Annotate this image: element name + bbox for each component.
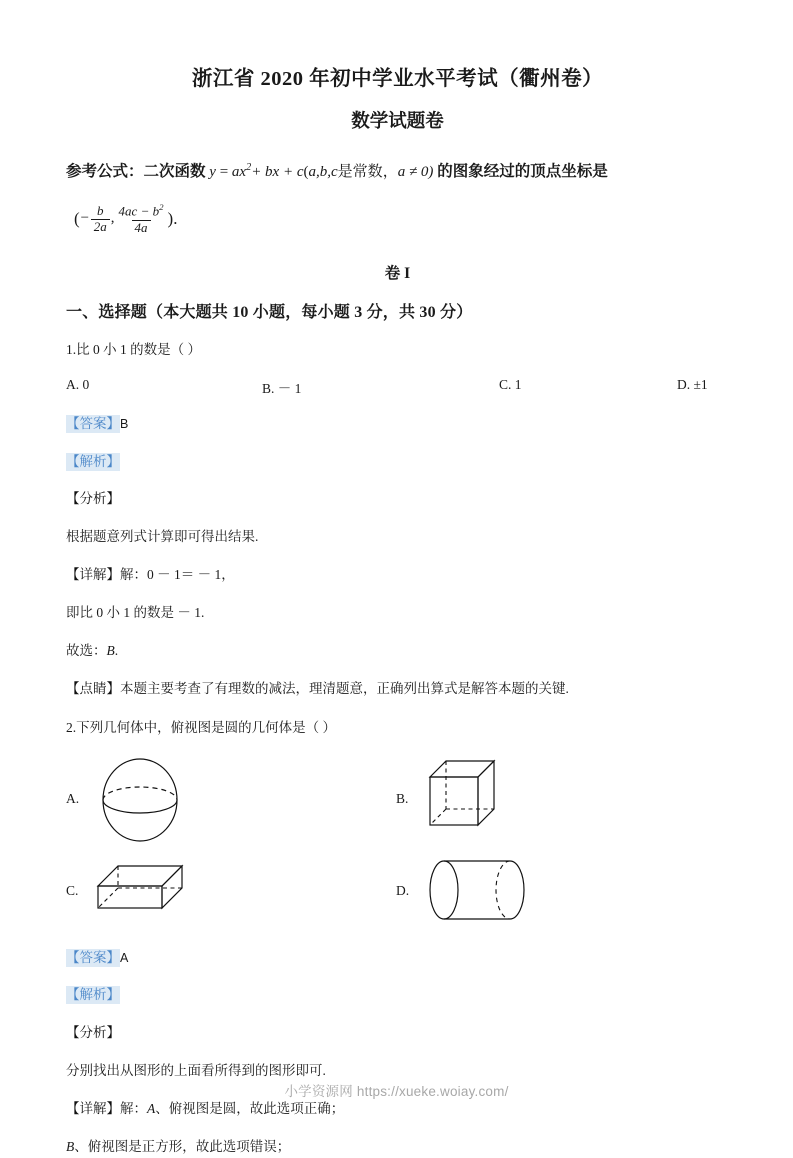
vertex-close-paren: ) <box>167 208 174 228</box>
question-1-detail-line-1 <box>66 565 729 586</box>
eq-rhs-b: + bx + c <box>251 163 304 180</box>
sphere-icon <box>92 751 188 847</box>
page-title: 浙江省 2020 年初中学业水平考试（衢州卷） <box>191 68 604 90</box>
question-1-stem: 1.比 0 小 1 的数是（ ） <box>66 342 201 357</box>
vertex-minus: − <box>79 210 90 227</box>
answer-tag: 【答案】 <box>66 415 120 431</box>
cube-icon <box>422 751 502 847</box>
question-1-options <box>66 377 729 397</box>
option-c[interactable]: C. 1 <box>499 376 522 392</box>
eq-cond-zh: 是常数 <box>337 163 383 180</box>
shape-option-c-label: C. <box>66 882 79 898</box>
analysis-tag: 【分析】 <box>66 1025 120 1041</box>
vertex-f2-num-text: 4ac − b <box>118 203 160 219</box>
vertex-f2-denominator: 4a <box>132 220 151 236</box>
shape-option-a-label: A. <box>66 790 80 806</box>
formula-equation: $y = ax^2+$ bx + c(a,b,c是常数，a ≠ 0) <box>209 161 434 180</box>
eq-power: 2 <box>246 161 252 173</box>
answer-value: A <box>120 950 129 965</box>
shape-option-d-label: D. <box>396 882 410 898</box>
eq-cond-ne: a ≠ 0) <box>397 163 434 180</box>
paper-part-heading: 卷 I <box>384 265 411 282</box>
option-a[interactable]: A. 0 <box>66 376 90 392</box>
question-2-analysis-text: 分别找出从图形的上面看所得到的图形即可. <box>66 1063 326 1079</box>
question-1-analysis-text: 根据题意列式计算即可得出结果. <box>66 529 259 545</box>
section-heading: 一、选择题（本大题共 10 小题，每小题 3 分，共 30 分） <box>66 304 473 321</box>
question-2-options <box>66 747 729 931</box>
vertex-open-paren: ( <box>74 208 80 228</box>
shape-option-b[interactable] <box>396 751 502 847</box>
formula-lead-label: 参考公式： <box>66 162 144 180</box>
formula-line-1 <box>66 159 729 186</box>
footer-url[interactable]: https://xueke.woiay.com/ <box>356 1084 509 1099</box>
page-subtitle: 数学试题卷 <box>351 111 444 132</box>
vertex-f1-numerator: b <box>97 202 104 218</box>
detail-prefix: 解： <box>120 1101 147 1117</box>
eq-rhs-a: ax <box>231 163 247 180</box>
question-2-analysis-tag <box>66 1023 729 1044</box>
detail-tag: 【详解】 <box>66 567 120 583</box>
question-1-explanation-tag <box>66 452 729 473</box>
question-1-detail-line-2: 即比 0 小 1 的数是 － 1. <box>66 605 205 621</box>
detail-choose-label: 故选： <box>66 643 107 659</box>
question-2-detail-line-b <box>66 1137 729 1158</box>
question-1-insight <box>66 679 729 700</box>
eq-cond-open: ( <box>303 163 309 180</box>
vertex-f2-numerator <box>116 202 167 219</box>
cuboid-icon <box>92 856 188 926</box>
question-1-analysis-tag <box>66 489 729 510</box>
insight-tag: 【点睛】 <box>66 681 120 697</box>
shape-option-a[interactable] <box>66 751 396 847</box>
answer-tag: 【答案】 <box>66 949 120 965</box>
shape-option-row-2 <box>66 851 729 931</box>
detail-option-b-letter: B <box>66 1139 75 1155</box>
detail-tag: 【详解】 <box>66 1101 120 1117</box>
question-2-answer <box>66 948 729 969</box>
question-2-stem: 2.下列几何体中，俯视图是圆的几何体是（ ） <box>66 719 336 735</box>
question-2-detail-line-a <box>66 1099 729 1120</box>
eq-lhs: y <box>209 163 216 180</box>
shape-option-d[interactable] <box>396 853 532 929</box>
detail-text-1: 解：0 － 1＝ － 1， <box>120 567 235 583</box>
explanation-tag: 【解析】 <box>66 453 120 469</box>
insight-text: 本题主要考查了有理数的减法，理清题意，正确列出算式是解答本题的关键. <box>120 681 569 697</box>
vertex-fraction-2 <box>116 202 167 235</box>
eq-cond-comma: ， <box>382 163 398 180</box>
explanation-tag: 【解析】 <box>66 987 120 1003</box>
reference-formula <box>66 159 729 240</box>
footer-watermark <box>0 1080 793 1100</box>
vertex-period: . <box>173 208 178 228</box>
question-1-detail-line-3 <box>66 641 729 662</box>
shape-option-c[interactable] <box>66 856 396 926</box>
detail-option-a-letter: A <box>147 1101 156 1117</box>
vertex-comma: , <box>110 210 115 227</box>
detail-option-a-text: 、俯视图是圆，故此选项正确； <box>155 1101 345 1117</box>
option-d[interactable]: D. ±1 <box>677 376 708 392</box>
cylinder-icon <box>422 853 532 929</box>
formula-zh-1: 二次函数 <box>143 162 206 180</box>
vertex-f2-num-power: 2 <box>159 202 164 213</box>
formula-zh-2: 的图象经过的顶点坐标是 <box>437 162 608 180</box>
vertex-fraction-1 <box>91 204 110 235</box>
detail-choice-period: . <box>114 643 119 659</box>
shape-option-row-1 <box>66 747 729 851</box>
eq-cond-vars: a,b,c <box>308 163 338 180</box>
footer-site-name: 小学资源网 <box>284 1084 353 1099</box>
question-1-answer <box>66 414 729 435</box>
detail-option-b-text: 、俯视图是正方形，故此选项错误； <box>74 1139 291 1155</box>
answer-value: B <box>120 416 129 431</box>
shape-option-b-label: B. <box>396 790 409 806</box>
vertex-f1-denominator: 2a <box>91 219 110 235</box>
analysis-tag: 【分析】 <box>66 491 120 507</box>
detail-choice-letter: B <box>106 643 115 659</box>
option-b[interactable]: B. － 1 <box>262 380 302 396</box>
vertex-coordinate-formula <box>74 199 729 239</box>
question-2-explanation-tag <box>66 985 729 1006</box>
